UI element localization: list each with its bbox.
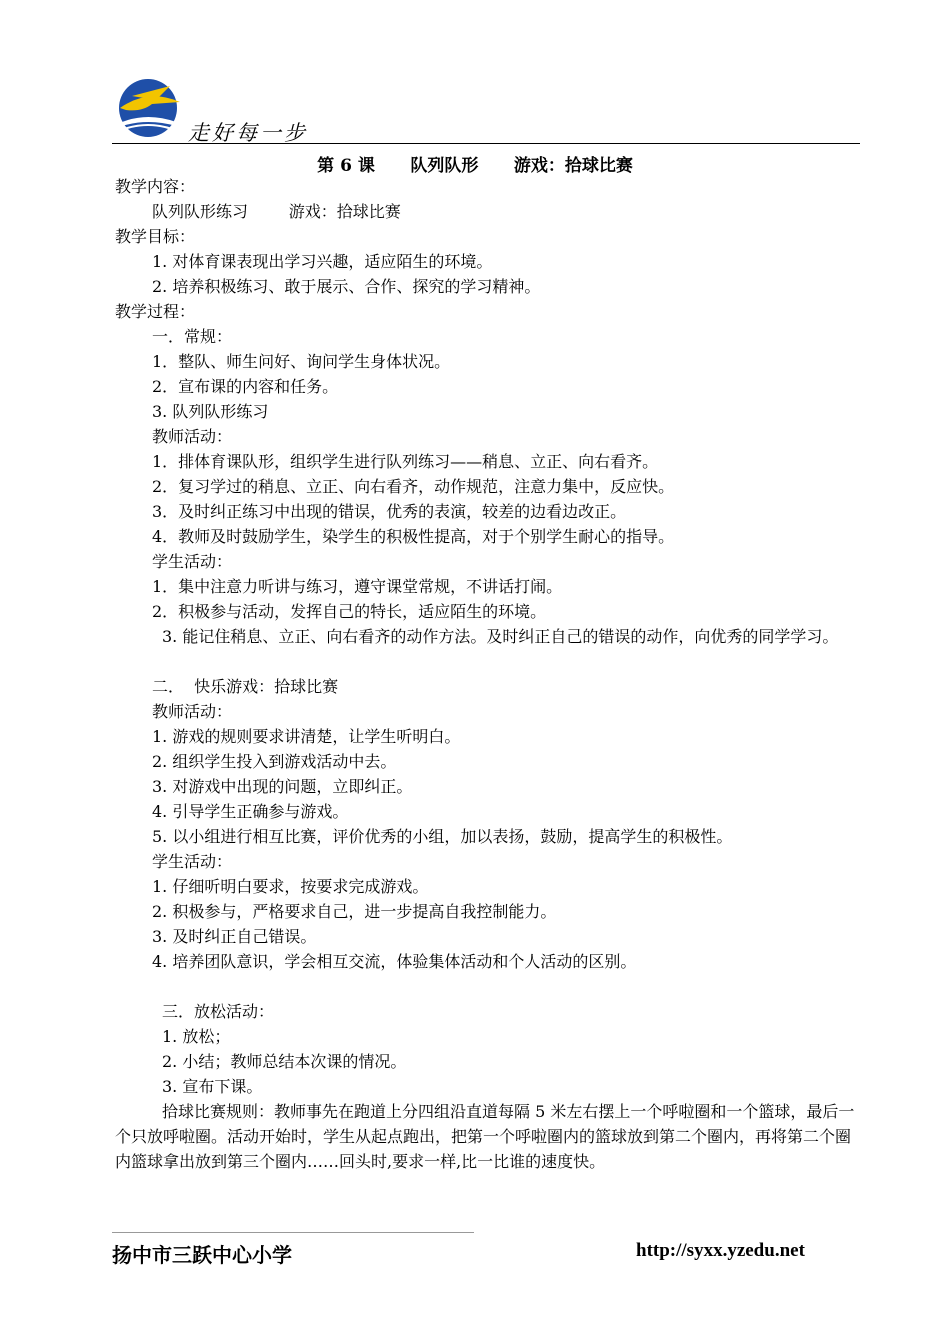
text-line: 4. 培养团队意识，学会相互交流，体验集体活动和个人活动的区别。 (152, 952, 637, 971)
school-logo (112, 78, 188, 138)
text-line: 学生活动： (152, 852, 233, 871)
text-line: 2. 培养积极练习、敢于展示、合作、探究的学习精神。 (152, 277, 541, 296)
text-line: 5. 以小组进行相互比赛，评价优秀的小组，加以表扬，鼓励，提高学生的积极性。 (152, 827, 733, 846)
text-line: 1. 仔细听明白要求，按要求完成游戏。 (152, 877, 429, 896)
text-line: 1．整队、师生问好、询问学生身体状况。 (152, 352, 451, 371)
blank-line (115, 649, 860, 674)
footer-school-name: 扬中市三跃中心小学 (112, 1243, 292, 1267)
text-line: 教师活动： (152, 427, 233, 446)
text-line: 2. 组织学生投入到游戏活动中去。 (152, 752, 397, 771)
text-line: 3. 对游戏中出现的问题，立即纠正。 (152, 777, 413, 796)
text-line: 2．积极参与活动，发挥自己的特长，适应陌生的环境。 (152, 602, 547, 621)
lesson-body (115, 174, 860, 1174)
footer-divider (112, 1232, 474, 1233)
lesson-title: 第 6 课 队列队形 游戏：拾球比赛 (317, 156, 633, 176)
text-line: 3. 及时纠正自己错误。 (152, 927, 317, 946)
text-line: 3. 队列队形练习 (152, 402, 269, 421)
text-line: 3. 能记住稍息、立正、向右看齐的动作方法。及时纠正自己的错误的动作，向优秀的同学学习。 (162, 627, 839, 646)
text-line: 2．宣布课的内容和任务。 (152, 377, 339, 396)
text-line: 3. 宣布下课。 (162, 1077, 263, 1096)
header-slogan: 走好每一步 (188, 121, 308, 145)
text-line: 一．常规： (152, 327, 233, 346)
text-line: 拾球比赛规则：教师事先在跑道上分四组沿直道每隔 5 米左右摆上一个呼啦圈和一个篮球，最后一个只放呼啦圈。活动开始时，学生从起点跑出，把第一个呼啦圈内的篮球放到第二个圈内，再将第二个圈内篮球拿出放到第三个圈内……回头时,要求一样,比一比谁的速度快。 (115, 1102, 855, 1171)
text-line: 三．放松活动： (162, 1002, 275, 1021)
blank-line (115, 974, 860, 999)
text-line: 学生活动： (152, 552, 233, 571)
text-line: 2．复习学过的稍息、立正、向右看齐，动作规范，注意力集中，反应快。 (152, 477, 675, 496)
text-line: 1．集中注意力听讲与练习，遵守课堂常规，不讲话打闹。 (152, 577, 563, 596)
text-line: 3．及时纠正练习中出现的错误，优秀的表演，较差的边看边改正。 (152, 502, 627, 521)
text-line: 队列队形练习 游戏：拾球比赛 (152, 202, 401, 221)
text-line: 1. 对体育课表现出学习兴趣，适应陌生的环境。 (152, 252, 493, 271)
text-line: 4．教师及时鼓励学生，染学生的积极性提高，对于个别学生耐心的指导。 (152, 527, 675, 546)
footer-url: http://syxx.yzedu.net (636, 1240, 805, 1261)
text-line: 教师活动： (152, 702, 233, 721)
header-divider (112, 143, 860, 144)
text-line: 1．排体育课队形，组织学生进行队列练习——稍息、立正、向右看齐。 (152, 452, 659, 471)
text-line: 1. 放松； (162, 1027, 231, 1046)
text-line: 4. 引导学生正确参与游戏。 (152, 802, 349, 821)
text-line: 2. 积极参与，严格要求自己，进一步提高自我控制能力。 (152, 902, 557, 921)
text-line: 二． 快乐游戏：拾球比赛 (152, 677, 339, 696)
text-line: 教学过程： (115, 302, 196, 321)
text-line: 2. 小结；教师总结本次课的情况。 (162, 1052, 407, 1071)
text-line: 教学内容： (115, 177, 196, 196)
text-line: 1. 游戏的规则要求讲清楚，让学生听明白。 (152, 727, 461, 746)
text-line: 教学目标： (115, 227, 196, 246)
